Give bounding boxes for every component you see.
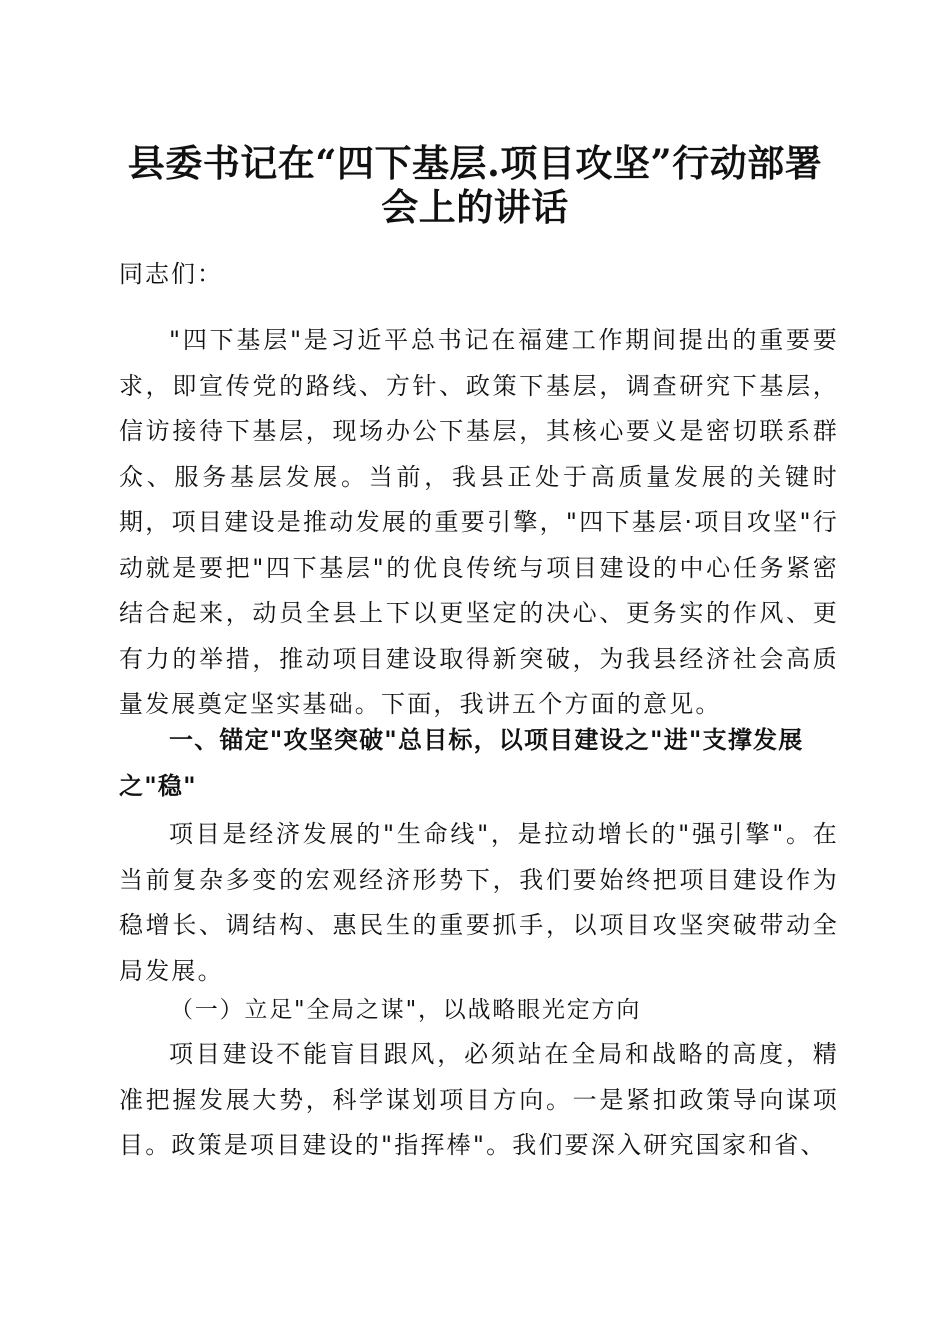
paragraph-intro: "四下基层"是习近平总书记在福建工作期间提出的重要要求，即宣传党的路线、方针、政策下基层，调查研究下基层，信访接待下基层，现场办公下基层，其核心要义是密切联系群众、服务基层发展。当前，我县正处于高质量发展的关键时期，项目建设是推动发展的重要引擎，"四下基层·项目攻坚"行动就是要把"四下基层"的优良传统与项目建设的中心任务紧密结合起来，动员全县上下以更坚定的决心、更务实的作风、更有力的举措，推动项目建设取得新突破，为我县经济社会高质量发展奠定坚实基础。下面，我讲五个方面的意见。	[119, 326, 839, 718]
section-heading-1: 一、锚定"攻坚突破"总目标，以项目建设之"进"支撑发展之"稳"	[119, 726, 804, 800]
paragraph-subsection-1: 项目建设不能盲目跟风，必须站在全局和战略的高度，精准把握发展大势，科学谋划项目方向。一是紧扣政策导向谋项目。政策是项目建设的"指挥棒"。我们要深入研究国家和省、	[119, 1040, 839, 1159]
document-title-line-2: 会上的讲话	[381, 185, 569, 229]
greeting: 同志们：	[119, 260, 223, 288]
paragraph-section-1: 项目是经济发展的"生命线"，是拉动增长的"强引擎"。在当前复杂多变的宏观经济形势下，我们要始终把项目建设作为稳增长、调结构、惠民生的重要抓手，以项目攻坚突破带动全局发展。	[119, 820, 839, 985]
document-title-line-1: 县委书记在“四下基层.项目攻坚”行动部署	[127, 141, 823, 185]
subsection-heading-1: （一）立足"全局之谋"，以战略眼光定方向	[170, 997, 642, 1023]
